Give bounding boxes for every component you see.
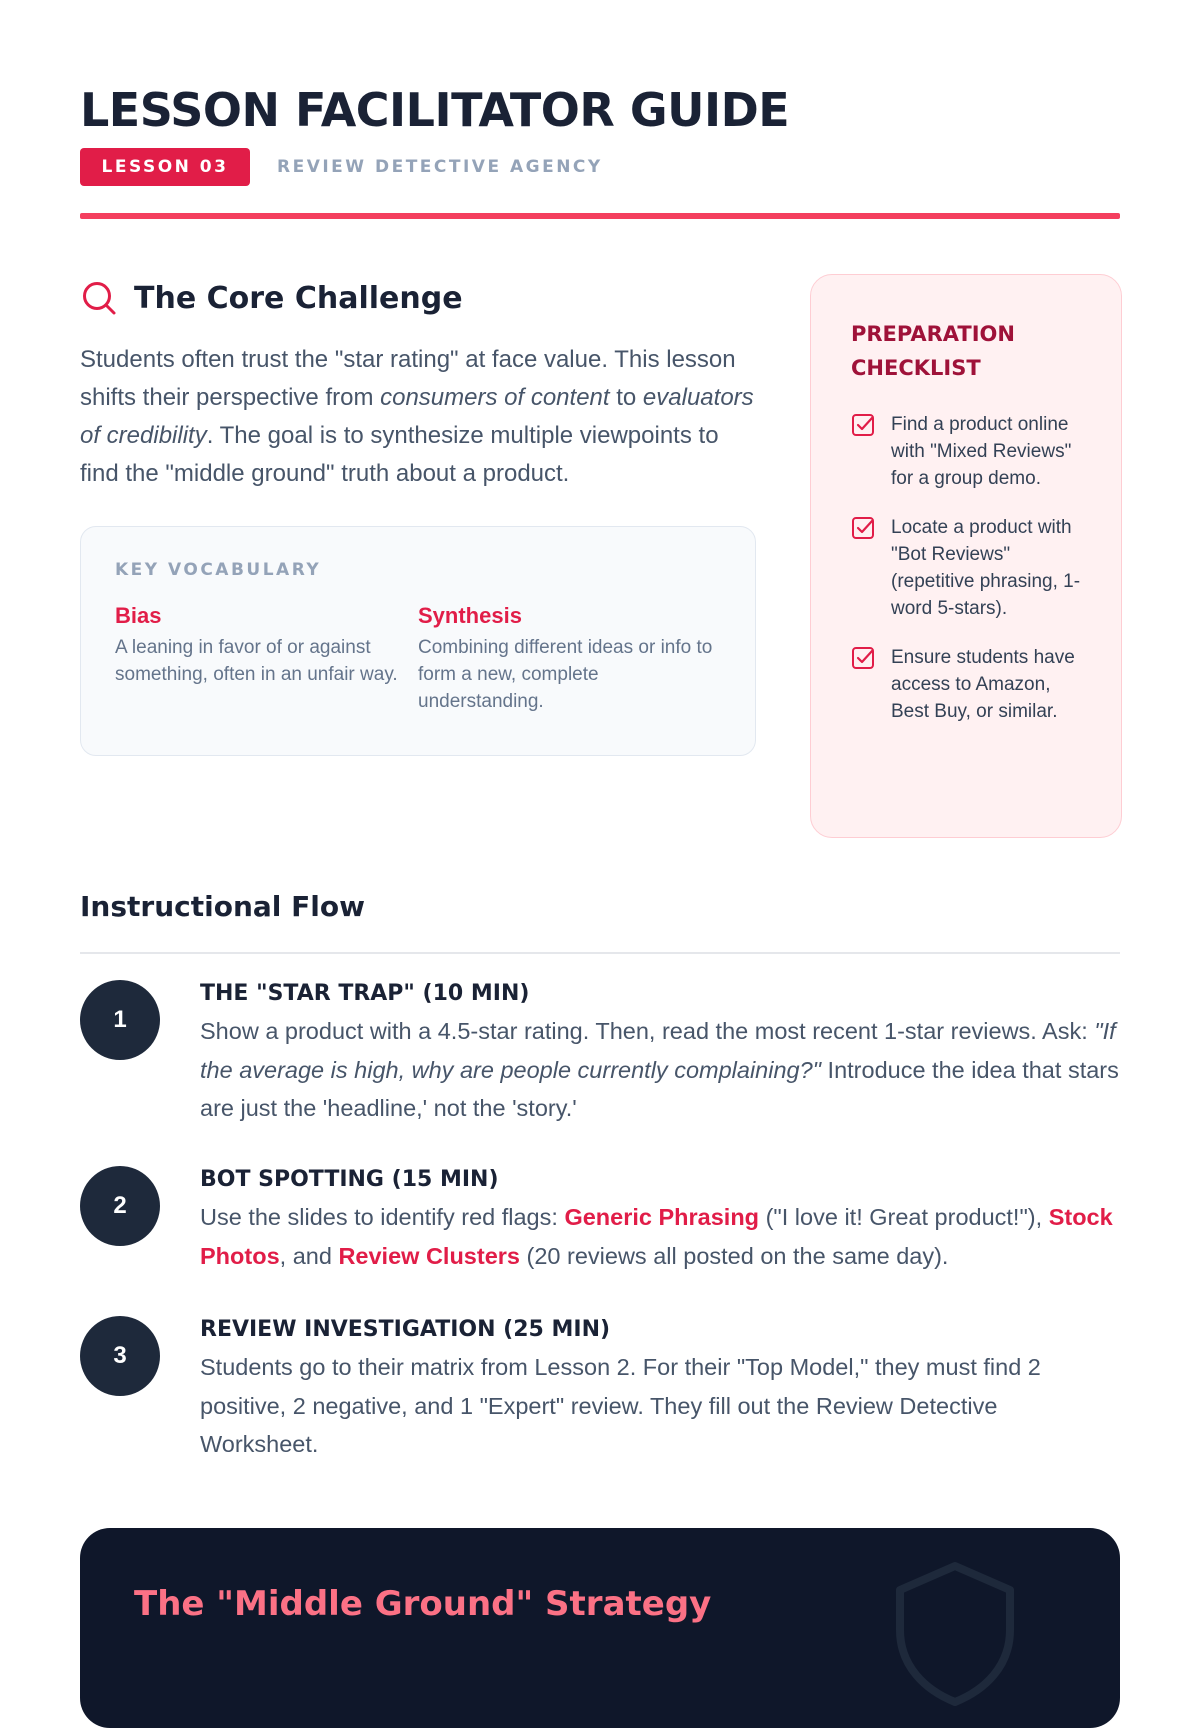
lesson-subtitle: REVIEW DETECTIVE AGENCY: [277, 157, 603, 177]
flow-step: [80, 1166, 1120, 1275]
vocabulary-term: Bias: [115, 603, 162, 628]
step-body: [200, 1166, 1120, 1275]
flow-step: [80, 1316, 1120, 1464]
core-challenge-text: Students often trust the "star rating" at face value. This lesson shifts their perspective from consumers of content to evaluators of credibility. The goal is to synthesize multiple viewpoints to find the "middle ground" truth about a product.: [80, 346, 754, 487]
key-vocabulary-card: [80, 526, 756, 756]
lesson-badge: LESSON 03: [80, 148, 250, 186]
step-text: Use the slides to identify red flags: Generic Phrasing ("I love it! Great product!"), Stock Photos, and Review Clusters (20 reviews all posted on the same day).: [200, 1204, 1113, 1269]
checkbox-checked-icon: [851, 516, 875, 540]
core-challenge-section: [80, 275, 760, 493]
red-flag-term: Stock Photos: [200, 1204, 1113, 1269]
checkbox-checked-icon: [851, 646, 875, 670]
vocabulary-term: Synthesis: [418, 603, 522, 628]
core-challenge-title: The Core Challenge: [134, 280, 463, 316]
vocabulary-definition: Combining different ideas or info to form a new, complete understanding.: [418, 637, 713, 712]
checklist-item: [851, 411, 1081, 492]
page-header: [80, 82, 1120, 186]
strategy-title: The "Middle Ground" Strategy: [134, 1584, 712, 1624]
step-body: [200, 1316, 1120, 1464]
flow-step: [80, 980, 1120, 1128]
step-text: Students go to their matrix from Lesson 2. For their "Top Model," they must find 2 positive, 2 negative, and 1 "Expert" review. They fill out the Review Detective Worksheet.: [200, 1354, 1041, 1457]
checklist-item: [851, 644, 1081, 725]
preparation-checklist: [810, 274, 1122, 838]
vocabulary-grid: [115, 602, 721, 715]
step-number-badge: 3: [80, 1316, 160, 1396]
vocabulary-item: [418, 602, 721, 715]
shield-icon: [880, 1558, 1030, 1708]
red-flag-term: Review Clusters: [338, 1242, 520, 1269]
search-icon: [80, 279, 118, 317]
page-title: LESSON FACILITATOR GUIDE: [80, 83, 790, 137]
checklist-item-text: Find a product online with "Mixed Reviews" for a group demo.: [891, 414, 1072, 489]
vocabulary-item: [115, 602, 418, 715]
step-title: REVIEW INVESTIGATION (25 MIN): [200, 1317, 611, 1342]
red-flag-term: Generic Phrasing: [564, 1204, 760, 1230]
header-divider: [80, 213, 1120, 219]
section-divider: [80, 952, 1120, 954]
meta-row: [80, 148, 1120, 186]
checkbox-checked-icon: [851, 413, 875, 437]
step-body: [200, 980, 1120, 1128]
middle-ground-strategy-card: [80, 1528, 1120, 1728]
checklist-title: PREPARATION CHECKLIST: [851, 322, 1015, 380]
step-title: THE "STAR TRAP" (10 MIN): [200, 981, 530, 1006]
instructional-flow-title: Instructional Flow: [80, 890, 365, 923]
checklist-item-text: Ensure students have access to Amazon, Best Buy, or similar.: [891, 647, 1075, 722]
checklist-list: [851, 411, 1081, 725]
core-challenge-heading: [80, 275, 760, 321]
checklist-item: [851, 514, 1081, 622]
step-title: BOT SPOTTING (15 MIN): [200, 1167, 499, 1192]
checklist-item-text: Locate a product with "Bot Reviews" (repetitive phrasing, 1-word 5-stars).: [891, 517, 1081, 619]
vocabulary-definition: A leaning in favor of or against something, often in an unfair way.: [115, 637, 398, 685]
step-text: Show a product with a 4.5-star rating. Then, read the most recent 1-star reviews. Ask: "If the average is high, why are people currently complaining?" Introduce the idea that stars are just the 'headline,' not the 'story.': [200, 1018, 1119, 1121]
step-number-badge: 2: [80, 1166, 160, 1246]
vocabulary-label: KEY VOCABULARY: [115, 560, 322, 580]
step-number-badge: 1: [80, 980, 160, 1060]
